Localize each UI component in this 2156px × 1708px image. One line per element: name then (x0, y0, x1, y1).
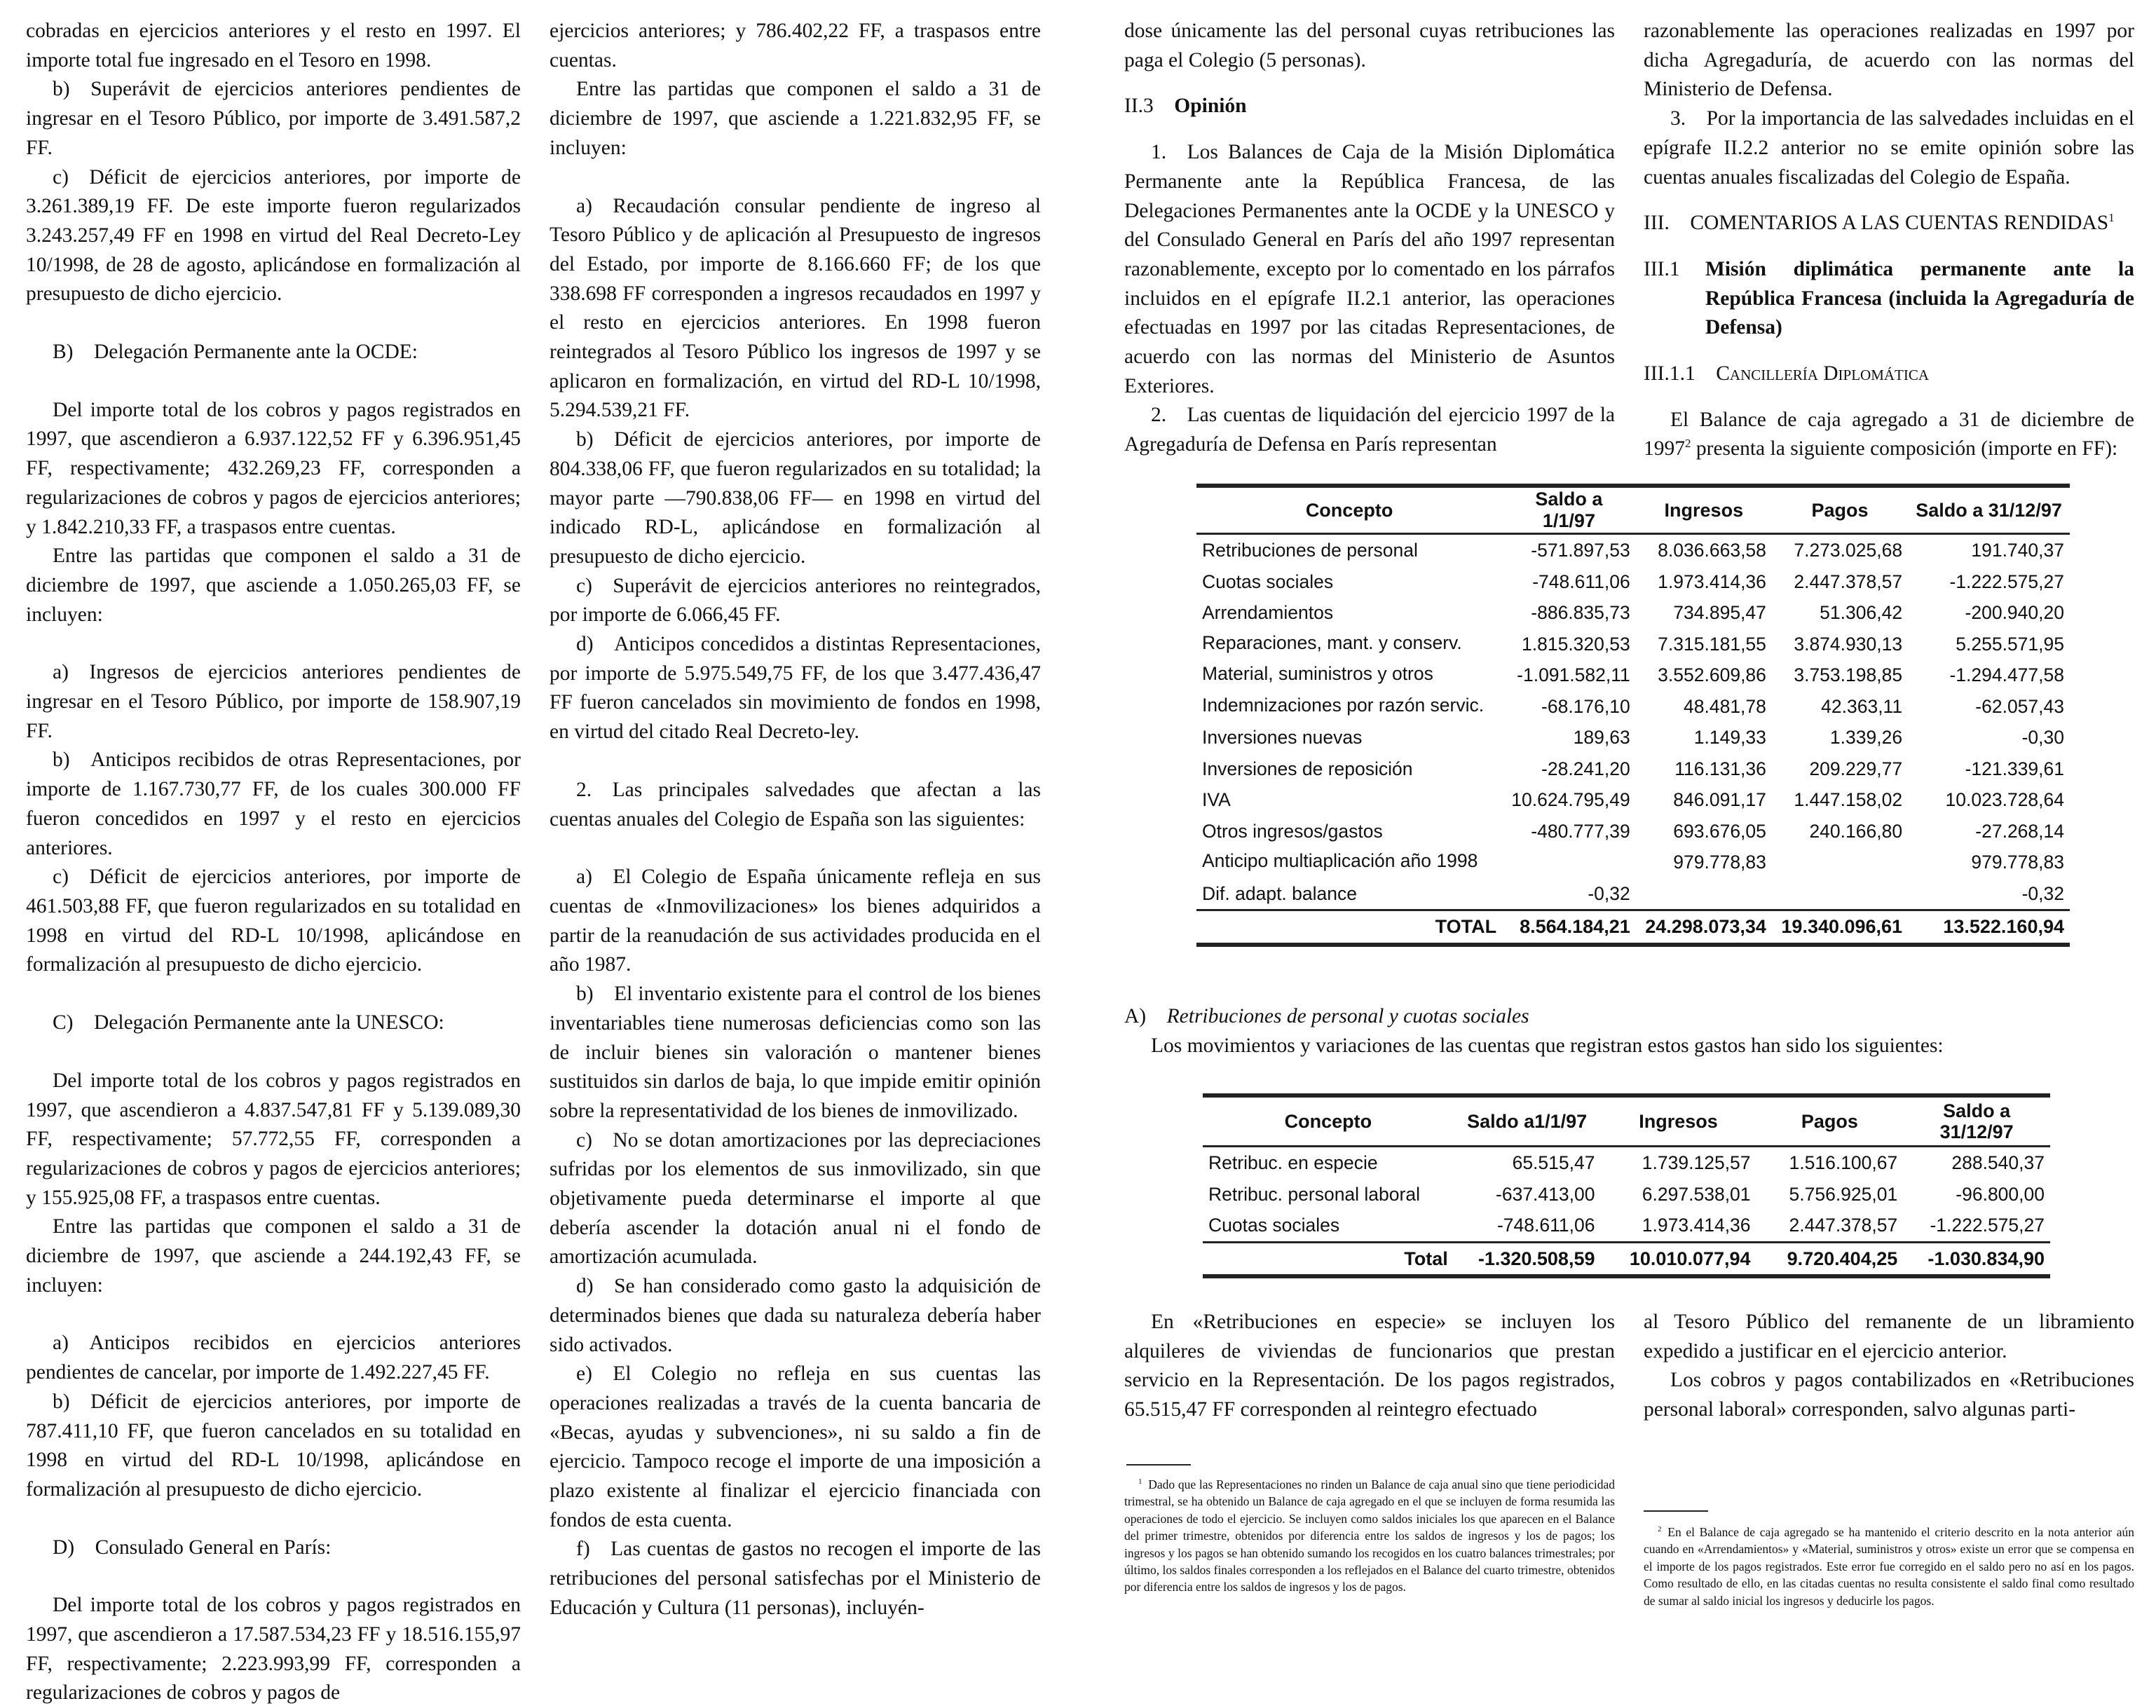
column-header: Saldo a 31/12/97 (1939, 1100, 2014, 1142)
cell-value (1772, 847, 1908, 878)
cell-value: -0,32 (1588, 882, 1630, 904)
cell-value: 1.815.320,53 (1522, 633, 1630, 655)
footnote-2: $^2$ En el Balance de caja agregado se ha mantenido el criterio descrito en la nota anterior aún cuando en «Arrendamientos» y «Material, suministros y otros» existe un error que se compensa en el importe de los pagos registrados. Este error fue corregido en el saldo pero no así en los pagos. Como resultado de ello, en las citadas cuentas no resulta consistente el saldo final como resultado de sumar al saldo inicial los ingresos y deducirle los pagos. (1644, 1525, 2134, 1608)
cell-value: -886.835,73 (1531, 602, 1630, 623)
column-header: Ingresos (1664, 499, 1744, 521)
column-header: Pagos (1801, 1111, 1858, 1132)
list-item: c) Superávit de ejercicios anteriores no reintegrados, por importe de 6.066,45 FF. (550, 574, 1041, 627)
column-4 (1644, 17, 2134, 464)
cell-value: 979.778,83 (1971, 852, 2064, 873)
cell-value: 10.624.795,49 (1511, 789, 1630, 810)
total-label: TOTAL (1196, 910, 1502, 945)
cell-value: 1.973.414,36 (1642, 1215, 1751, 1236)
list-item: b) Déficit de ejercicios anteriores, por importe de 787.411,10 FF, que fueron cancelados en su totalidad en 1998 en virtud del RD-L 10/1998, aplicándose en formalización al presupuesto de dicho ejercicio. (26, 1390, 521, 1501)
table-row (1196, 878, 2070, 910)
cell-value: -571.897,53 (1531, 540, 1630, 561)
cell-value: -1.222.575,27 (1930, 1215, 2045, 1236)
total-row (1196, 910, 2070, 945)
cell-value: -0,30 (2021, 727, 2064, 748)
cell-value: 2.447.378,57 (1794, 571, 1903, 592)
cell-value: 8.036.663,58 (1658, 540, 1766, 561)
cell-value: 1.739.125,57 (1642, 1152, 1751, 1173)
list-item: b) Superávit de ejercicios anteriores pendientes de ingresar en el Tesoro Público, por importe de 3.491.587,2 FF. (26, 78, 521, 159)
list-item: f) Las cuentas de gastos no recogen el importe de las retribuciones del personal satisfechas por el Ministerio de Educación y Cultura (11 personas), incluyén- (550, 1538, 1041, 1619)
paragraph: 2. Las cuentas de liquidación del ejercicio 1997 de la Agregaduría de Defensa en París representan (1124, 404, 1615, 456)
column-header: Saldo a1/1/97 (1467, 1111, 1588, 1132)
paragraph: Del importe total de los cobros y pagos registrados en 1997, que ascendieron a 6.937.122,52 FF y 6.396.951,45 FF, respectivamente; 432.269,23 FF, corresponden a regularizaciones de cobros y pagos de ejercicios anteriores; y 1.842.210,33 FF, a traspasos entre cuentas. (26, 398, 521, 538)
row-label: Arrendamientos (1202, 602, 1334, 623)
cell-value: 979.778,83 (1673, 852, 1766, 873)
section-heading-opinion (1124, 92, 1615, 121)
paragraph: 2. Las principales salvedades que afectan a las cuentas anuales del Colegio de España son las siguientes: (550, 778, 1041, 831)
cell-value: -748.611,06 (1532, 571, 1630, 592)
section-heading: C) Delegación Permanente ante la UNESCO: (53, 1011, 444, 1034)
cell-value: -62.057,43 (1975, 695, 2064, 717)
total-label: Total (1203, 1242, 1454, 1276)
cell-value: 3.874.930,13 (1794, 633, 1903, 655)
column-header: Concepto (1305, 499, 1393, 521)
footnote-rule (1126, 1464, 1191, 1466)
cell-value: 2.447.378,57 (1789, 1215, 1898, 1236)
section-heading: B) Delegación Permanente ante la OCDE: (53, 341, 418, 364)
cell-value: -68.176,10 (1541, 695, 1630, 717)
total-value: 24.298.073,34 (1636, 910, 1772, 945)
paragraph: Entre las partidas que componen el saldo a 31 de diciembre de 1997, que asciende a 244.192,43 FF, se incluyen: (26, 1215, 521, 1297)
table-row (1196, 629, 2070, 660)
paragraph: cobradas en ejercicios anteriores y el resto en 1997. El importe total fue ingresado en el Tesoro en 1998. (26, 20, 521, 71)
cell-value: 191.740,37 (1971, 540, 2064, 561)
cell-value: 42.363,11 (1821, 695, 1903, 717)
column-header: Saldo a 1/1/97 (1535, 489, 1603, 531)
bottom-left-text: En «Retribuciones en especie» se incluyen los alquileres de viviendas de funcionarios que prestan servicio en la Representación. De los pagos registrados, 65.515,47 FF corresponden al reintegro efectuado (1124, 1311, 1615, 1421)
list-item: a) Recaudación consular pendiente de ingreso al Tesoro Público y de aplicación al Presupuesto de ingresos del Estado, por importe de 8.166.660 FF; de los que 338.698 FF corresponden a ingresos recaudados en 1997 y el resto en ejercicios anteriores. En 1998 fueron reintegrados al Tesoro Público los ingresos de 1997 y se aplicaron en formalización, en virtud del RD-L 10/1998, 5.294.539,21 FF. (550, 194, 1041, 422)
row-label: Reparaciones, mant. y conserv. (1202, 631, 1462, 653)
cell-value: 209.229,77 (1809, 758, 1903, 779)
cell-value: -121.339,61 (1965, 758, 2064, 779)
section-a-intro: Los movimientos y variaciones de las cuentas que registran estos gastos han sido los siguientes: (1151, 1034, 1944, 1057)
balance-table (1196, 484, 2070, 947)
table-row (1196, 753, 2070, 785)
cell-value: 5.756.925,01 (1789, 1183, 1898, 1205)
column-header: Pagos (1811, 499, 1869, 521)
list-item: a) El Colegio de España únicamente refleja en sus cuentas de «Inmovilizaciones» los bienes adquiridos a partir de la reanudación de sus actividades producida en el año 1987. (550, 866, 1041, 976)
column-1 (26, 17, 521, 1708)
footnote-1: $^1$ Dado que las Representaciones no rinden un Balance de caja anual sino que tiene periodicidad trimestral, se ha obtenido un Balance de caja agregado en el que se incluyen de forma resumida las operaciones de todo el ejercicio. Se incluyen como saldos iniciales los que aparecen en el Balance del primer trimestre, obtenidos por diferencia entre los saldos de ingresos y los de pagos; los ingresos y los pagos se han obtenido sumando los recogidos en los cuatro balances trimestrales; por último, los saldos finales corresponden a los reflejados en el Balance del cuarto trimestre, obtenidos por diferencia entre los saldos de ingresos y los de pagos. (1124, 1477, 1615, 1594)
footnote-ref: 2 (1685, 437, 1691, 451)
total-value: -1.030.834,90 (1903, 1242, 2050, 1276)
table-row (1196, 660, 2070, 691)
row-label: Retribuc. en especie (1208, 1152, 1378, 1173)
section-a-heading: A) Retribuciones de personal y cuotas sociales (1124, 1005, 1529, 1027)
list-item: a) Ingresos de ejercicios anteriores pendientes de ingresar en el Tesoro Público, por importe de 158.907,19 FF. (26, 661, 521, 742)
cell-value: 1.339,26 (1829, 727, 1903, 748)
cell-value: -1.294.477,58 (1949, 664, 2064, 685)
section-title: Misión diplimática permanente ante la República Francesa (incluida la Agregaduría de Defensa) (1705, 257, 2134, 339)
cell-value: -0,32 (2021, 882, 2064, 904)
column-header: Concepto (1284, 1111, 1372, 1132)
cell-value: -96.800,00 (1956, 1183, 2045, 1205)
paragraph: 1. Los Balances de Caja de la Misión Diplomática Permanente ante la República Francesa, de las Delegaciones Permanentes ante la OCDE y la UNESCO y del Consulado General en París del año 1997 representan razonablemente, excepto por lo comentado en los párrafos incluidos en el epígrafe II.2.1 anterior, las operaciones efectuadas en 1997 por las citadas Representaciones, de acuerdo con las normas del Ministerio de Asuntos Exteriores. (1124, 141, 1615, 397)
cell-value: 51.306,42 (1820, 602, 1903, 623)
footnote-ref: 1 (2108, 211, 2115, 225)
row-label: Inversiones nuevas (1202, 727, 1363, 748)
cell-value: 116.131,36 (1674, 758, 1766, 779)
cell-value: 10.023.728,64 (1945, 789, 2064, 810)
cell-value: -1.222.575,27 (1949, 571, 2064, 592)
row-label: Retribuc. personal laboral (1208, 1183, 1420, 1205)
paragraph: Del importe total de los cobros y pagos registrados en 1997, que ascendieron a 17.587.534,23 FF y 18.516.155,97 FF, respectivamente; 2.223.993,99 FF, corresponden a regularizaciones de cobros y pagos de (26, 1594, 521, 1704)
paragraph: Del importe total de los cobros y pagos registrados en 1997, que ascendieron a 4.837.547,81 FF y 5.139.089,30 FF, respectivamente; 57.772,55 FF, corresponden a regularizaciones de cobros y pagos de ejercicios anteriores; y 155.925,08 FF, a traspasos entre cuentas. (26, 1069, 521, 1209)
section-heading: D) Consulado General en París: (53, 1536, 332, 1559)
list-item: d) Se han considerado como gasto la adquisición de determinados bienes que dada su naturaleza debería haber sido activados. (550, 1275, 1041, 1356)
list-item: a) Anticipos recibidos en ejercicios anteriores pendientes de cancelar, por importe de 1.492.227,45 FF. (26, 1332, 521, 1384)
cell-value: 1.149,33 (1693, 727, 1766, 748)
table-row (1203, 1179, 2050, 1210)
list-item: c) Déficit de ejercicios anteriores, por importe de 3.261.389,19 FF. De este importe fueron regularizados 3.243.257,49 FF en 1998 en virtud del Real Decreto-Ley 10/1998, de 28 de agosto, aplicándose en formalización al presupuesto de dicho ejercicio. (26, 165, 521, 306)
table-row (1203, 1147, 2050, 1179)
cell-value: -1.091.582,11 (1517, 664, 1630, 685)
total-row (1203, 1242, 2050, 1276)
total-value: 10.010.077,94 (1600, 1242, 1756, 1276)
section-number: III.1 (1644, 257, 1680, 280)
cell-value: -480.777,39 (1531, 820, 1630, 842)
cell-value: 1.516.100,67 (1789, 1152, 1898, 1173)
column-header: Saldo a 31/12/97 (1916, 499, 2062, 521)
cell-value: -27.268,14 (1975, 820, 2064, 842)
table-row (1196, 534, 2070, 566)
paragraph: dose únicamente las del personal cuyas retribuciones las paga el Colegio (5 personas). (1124, 20, 1615, 71)
cell-value: 1.447.158,02 (1794, 789, 1903, 810)
paragraph: Entre las partidas que componen el saldo a 31 de diciembre de 1997, que asciende a 1.050.265,03 FF, se incluyen: (26, 545, 521, 626)
cell-value: 240.166,80 (1809, 820, 1903, 842)
cell-value: 6.297.538,01 (1642, 1183, 1751, 1205)
list-item: b) Anticipos recibidos de otras Representaciones, por importe de 1.167.730,77 FF, de los cuales 300.000 FF fueron concedidos en 1997 y el resto en ejercicios anteriores. (26, 749, 521, 859)
column-header: Ingresos (1639, 1111, 1718, 1132)
row-label: Indemnizaciones por razón servic. (1202, 694, 1485, 716)
paragraph: 3. Por la importancia de las salvedades incluidas en el epígrafe II.2.2 anterior no se emite opinión sobre las cuentas anuales fiscalizadas del Colegio de España. (1644, 107, 2134, 189)
row-label: Otros ingresos/gastos (1202, 820, 1383, 842)
table-row (1196, 847, 2070, 878)
bottom-right-text: al Tesoro Público del remanente de un libramiento expedido a justificar en el ejercicio anterior. Los cobros y pagos contabilizados en «Retribuciones personal laboral» corresponden, salvo algunas parti- (1644, 1311, 2134, 1421)
total-value: 13.522.160,94 (1908, 910, 2070, 945)
cell-value: 48.481,78 (1684, 695, 1766, 717)
row-label: Material, suministros y otros (1202, 663, 1433, 684)
cell-value (1772, 878, 1908, 910)
row-label: Inversiones de reposición (1202, 758, 1413, 779)
cell-value: 7.273.025,68 (1794, 540, 1903, 561)
row-label: IVA (1202, 789, 1231, 810)
cell-value: 3.552.609,86 (1658, 664, 1766, 685)
paragraph: El Balance de caja agregado a 31 de diciembre de 1997$^2$ presenta la siguiente composición (importe en FF): (1644, 408, 2134, 460)
paragraph: ejercicios anteriores; y 786.402,22 FF, a traspasos entre cuentas. (550, 20, 1041, 71)
cell-value: -200.940,20 (1965, 602, 2064, 623)
cell-value (1636, 878, 1772, 910)
table-row (1196, 722, 2070, 753)
cell-value: 3.753.198,85 (1794, 664, 1903, 685)
paragraph: razonablemente las operaciones realizadas en 1997 por dicha Agregaduría, de acuerdo con las normas del Ministerio de Defensa. (1644, 20, 2134, 101)
list-item: c) Déficit de ejercicios anteriores, por importe de 461.503,88 FF, que fueron regularizados en su totalidad en 1998 en virtud del RD-L 10/1998, aplicándose en formalización al presupuesto de dicho ejercicio. (26, 866, 521, 976)
total-value: 9.720.404,25 (1756, 1242, 1904, 1276)
footnote-rule (1644, 1510, 1708, 1512)
table-row (1203, 1210, 2050, 1242)
subsubsection-heading: III.1.1 Cancillería Diplomática (1644, 362, 1930, 385)
cell-value: 65.515,47 (1512, 1152, 1595, 1173)
total-value: -1.320.508,59 (1454, 1242, 1601, 1276)
total-value: 19.340.096,61 (1772, 910, 1908, 945)
table-row (1196, 597, 2070, 629)
list-item: b) Déficit de ejercicios anteriores, por importe de 804.338,06 FF, que fueron regularizados en su totalidad; la mayor parte —790.838,06 FF— en 1998 en virtud del indicado RD-L, aplicándose en formalización al presupuesto de dicho ejercicio. (550, 428, 1041, 568)
row-label: Anticipo multiaplicación año 1998 (1202, 850, 1478, 871)
table-row (1196, 691, 2070, 723)
list-item: e) El Colegio no refleja en sus cuentas las operaciones realizadas a través de la cuenta bancaria de «Becas, ayudas y subvenciones», ni su saldo a fin de ejercicio. Tampoco recoge el importe de una imposición a plazo existente al finalizar el ejercicio financiada con fondos de esta cuenta. (550, 1362, 1041, 1531)
cell-value: 5.255.571,95 (1956, 633, 2064, 655)
list-item: b) El inventario existente para el control de los bienes inventariables tiene numerosas deficiencias como son las de incluir bienes sin valoración o mantener bienes sustituidos sin darlos de baja, lo que impide emitir opinión sobre la representatividad de los bienes de inmovilizado. (550, 983, 1041, 1122)
cell-value: 693.676,05 (1673, 820, 1766, 842)
list-item: c) No se dotan amortizaciones por las depreciaciones sufridas por los elementos de sus inmovilizado, sin que objetivamente pueda determinarse el importe al que debería ascender la dotación anual ni el fondo de amortización acumulada. (550, 1128, 1041, 1269)
cell-value: -637.413,00 (1496, 1183, 1595, 1205)
cell-value: 7.315.181,55 (1658, 633, 1766, 655)
column-3 (1124, 17, 1615, 460)
personal-table (1203, 1093, 2050, 1278)
row-label: Cuotas sociales (1202, 571, 1334, 592)
list-item: d) Anticipos concedidos a distintas Representaciones, por importe de 5.975.549,75 FF, de los que 3.477.436,47 FF fueron cancelados sin movimiento de fondos en 1998, en virtud del citado Real Decreto-ley. (550, 633, 1041, 744)
cell-value: -748.611,06 (1496, 1215, 1595, 1236)
subsection-heading (1644, 255, 2134, 343)
cell-value: 734.895,47 (1673, 602, 1766, 623)
cell-value: 288.540,37 (1951, 1152, 2045, 1173)
cell-value: -28.241,20 (1541, 758, 1630, 779)
row-label: Retribuciones de personal (1202, 540, 1418, 561)
row-label: Cuotas sociales (1208, 1215, 1340, 1236)
cell-value: 189,63 (1573, 727, 1630, 748)
table-row (1196, 784, 2070, 816)
cell-value (1502, 847, 1636, 878)
section-number: II.3 (1124, 95, 1154, 118)
row-label: Dif. adapt. balance (1202, 882, 1357, 904)
column-2 (550, 17, 1041, 1623)
chapter-heading: III. COMENTARIOS A LAS CUENTAS RENDIDAS$^1$ (1644, 211, 2115, 235)
paragraph: Entre las partidas que componen el saldo a 31 de diciembre de 1997, que asciende a 1.221.832,95 FF, se incluyen: (550, 78, 1041, 159)
table-row (1196, 566, 2070, 598)
section-title: Opinión (1174, 95, 1247, 118)
cell-value: 1.973.414,36 (1658, 571, 1766, 592)
total-value: 8.564.184,21 (1502, 910, 1636, 945)
cell-value: 846.091,17 (1673, 789, 1766, 810)
table-row (1196, 816, 2070, 847)
